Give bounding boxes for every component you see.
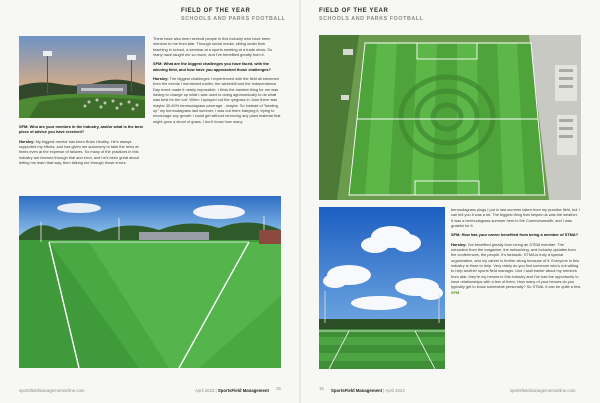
right-page [301, 0, 600, 403]
left-page [0, 0, 299, 403]
header-subtitle: SCHOOLS AND PARKS FOOTBALL [181, 16, 286, 22]
right-footer-issue [331, 388, 405, 393]
field-sky-photo [319, 207, 445, 369]
stadium-crowd-photo [19, 36, 145, 118]
right-footer-site: sportsfieldmanagementonline.com [510, 388, 576, 393]
continued-paragraph: bermudagrass plugs I put in last summer taken from my practice field, but I can tell you it was a lot. The biggest thing that helped us was the weather. It was a bermudagrass summer here in the Commonwealth, and I was grateful for it. [451, 207, 580, 229]
football-field-photo [19, 196, 281, 368]
left-footer-magazine: SportsField Management [217, 388, 269, 393]
right-page-number: 16 [319, 386, 324, 391]
question-2: SFM: What are the biggest challenges you have faced, with the winning field, and how have you approached those challenges? [153, 61, 271, 72]
right-footer-issue-text: | April 2023 [382, 388, 405, 393]
aerial-field-photo [319, 35, 581, 200]
answer-2-label: Horsley: [153, 76, 169, 82]
section-header [181, 7, 285, 23]
answer-3-label: Horsley: [451, 241, 467, 247]
header-subtitle-right: SCHOOLS AND PARKS FOOTBALL [319, 16, 424, 22]
left-footer-site: sportsfieldmanagementonline.com [19, 388, 85, 393]
section-header-right [319, 7, 423, 23]
end-mark: SFM [451, 289, 460, 295]
question-1: SFM: Who are your mentors in the industry, and/or what is the best piece of advice you have received? [19, 124, 143, 135]
left-page-number: 15 [276, 386, 281, 391]
question-3: SFM: How has your career benefited from being a member of STMA? [451, 232, 579, 238]
left-column-2 [153, 36, 281, 128]
answer-3: I've benefited greatly from being an STMA member. The education from the magazine, the networking, and industry updates from the conferences, the people. It's fantastic. STMA is truly a special organization, and my career is further along because of it. Everyone in this industry is there to help. Very rarely do you find someone who's not willing to help another sports field manager. Like I said earlier about my mentors from afar, they're my heroes in this industry and I've had the opportunity to have relationships with a few of them. How many of your heroes do you typically get to know somewhat personally? So STMA, it can be quite a few. [451, 241, 581, 290]
answer-1-label: Horsley: [19, 138, 35, 144]
right-column [451, 207, 581, 299]
intro-paragraph: There have also been several people in this industry who have been mentors to me from afar. Through social media, sitting under their teaching in school, a seminar at a sports meeting at a trade show. So many have taught me so much, and I've benefited greatly from it. [153, 36, 272, 58]
answer-2: The biggest challenges I experienced with the field all stemmed from the events I mentioned earlier, the winterkill and the Independence Day event made it nearly impossible. I think the hardest thing for me was having to change up what I was used to doing agronomically to do what was best for the turf. When I sprayed out the ryegrass in June there was maybe 30-40% bermudagrass coverage…maybe. So instead of "beating up" my bermudagrass last summer, I was out there babying it, trying to encourage any growth I could get without removing any plant material that might grow a shoot of grass. I don't know how many [153, 76, 281, 124]
header-title-right: FIELD OF THE YEAR [319, 8, 389, 14]
left-column-1 [19, 124, 145, 169]
left-footer-issue-text: April 2023 | [195, 388, 218, 393]
header-title: FIELD OF THE YEAR [181, 8, 251, 14]
left-footer-issue [195, 388, 269, 393]
right-footer-magazine: SportsField Management [331, 388, 383, 393]
answer-1: My biggest mentor has been Brian Hindley. He's always supported my efforts, and has given me autonomy to take the reins at times even at the expense of failures. So many of the practices in this industry are learned through trial and error, and he's been great about letting me learn that way, then talking me through those errors. [19, 138, 139, 166]
